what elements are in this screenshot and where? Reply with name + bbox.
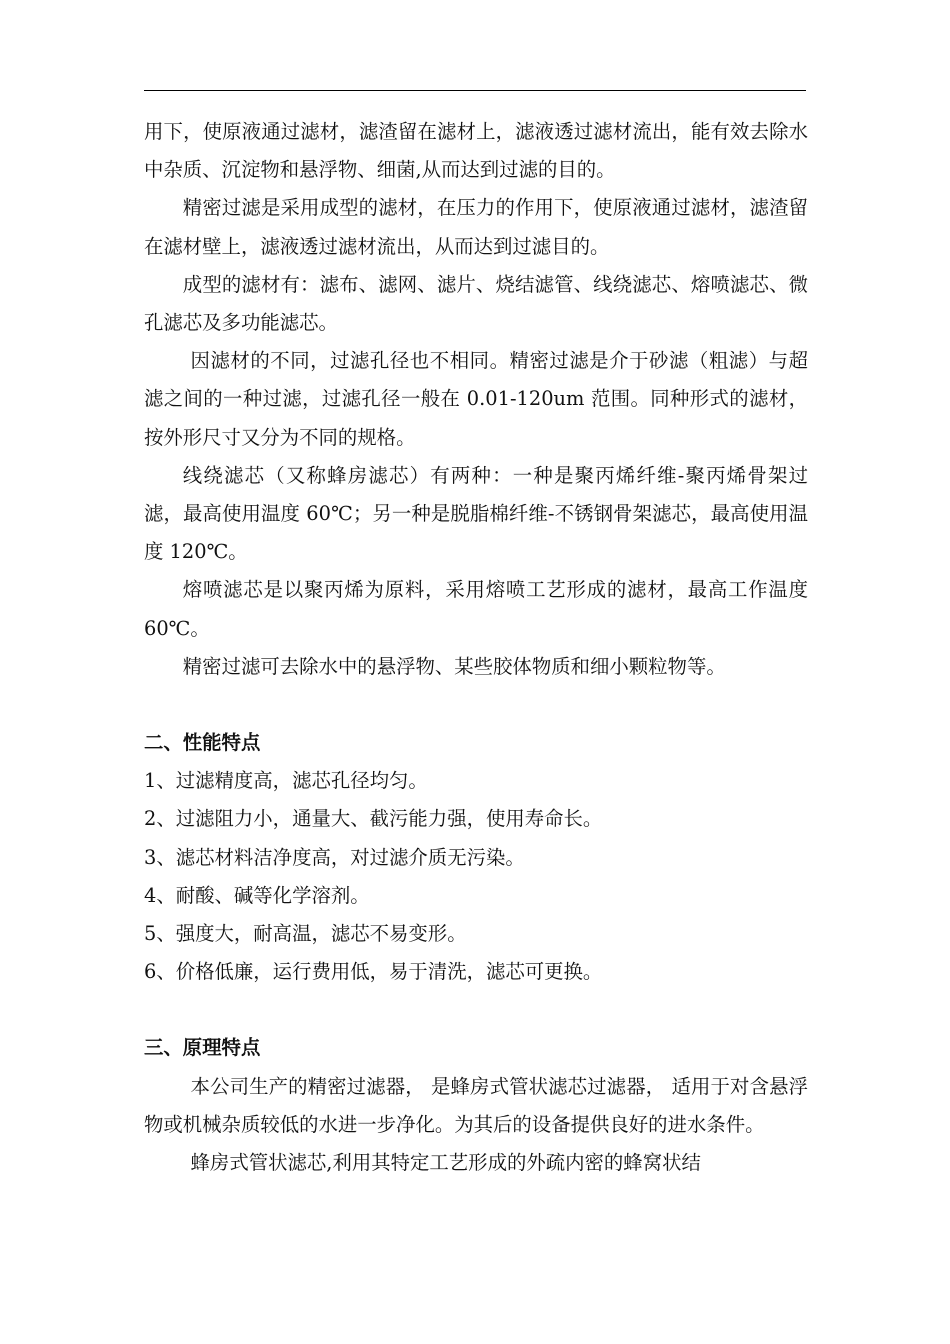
paragraph: 精密过滤可去除水中的悬浮物、某些胶体物质和细小颗粒物等。 <box>182 654 726 678</box>
paragraph: 成型的滤材有：滤布、滤网、滤片、烧结滤管、线绕滤芯、熔喷滤芯、微孔滤芯及多功能滤芯。 <box>144 272 808 335</box>
list-item: 4、耐酸、碱等化学溶剂。 <box>144 883 370 907</box>
paragraph: 线绕滤芯（又称蜂房滤芯）有两种：一种是聚丙烯纤维-聚丙烯骨架过滤，最高使用温度 60℃；另一种是脱脂棉纤维-不锈钢骨架滤芯，最高使用温度 120℃。 <box>144 463 808 564</box>
section-spacer <box>144 686 808 724</box>
section-heading-performance: 二、性能特点 <box>144 731 261 755</box>
paragraph: 因滤材的不同，过滤孔径也不相同。精密过滤是介于砂滤（粗滤）与超滤之间的一种过滤，过滤孔径一般在 0.01-120um 范围。同种形式的滤材，按外形尺寸又分为不同的规格。 <box>144 349 808 449</box>
list-item: 6、价格低廉，运行费用低，易于清洗，滤芯可更换。 <box>144 960 603 984</box>
section-heading-principle: 三、原理特点 <box>144 1036 261 1060</box>
document-body <box>144 113 808 1182</box>
section-spacer <box>144 991 808 1029</box>
list-item: 5、强度大，耐高温，滤芯不易变形。 <box>144 922 467 946</box>
paragraph: 精密过滤是采用成型的滤材，在压力的作用下，使原液通过滤材，滤渣留在滤材壁上，滤液透过滤材流出，从而达到过滤目的。 <box>144 196 808 258</box>
header-rule <box>144 90 806 91</box>
paragraph: 熔喷滤芯是以聚丙烯为原料，采用熔喷工艺形成的滤材，最高工作温度 60℃。 <box>144 578 808 640</box>
list-item: 3、滤芯材料洁净度高，对过滤介质无污染。 <box>144 845 525 869</box>
paragraph: 本公司生产的精密过滤器， 是蜂房式管状滤芯过滤器， 适用于对含悬浮物或机械杂质较低的水进一步净化。为其后的设备提供良好的进水条件。 <box>144 1074 808 1136</box>
paragraph: 蜂房式管状滤芯,利用其特定工艺形成的外疏内密的蜂窝状结 <box>190 1151 701 1175</box>
list-item: 1、过滤精度高，滤芯孔径均匀。 <box>144 769 428 793</box>
list-item: 2、过滤阻力小，通量大、截污能力强，使用寿命长。 <box>144 807 603 831</box>
paragraph: 用下，使原液通过滤材，滤渣留在滤材上，滤液透过滤材流出，能有效去除水中杂质、沉淀物和悬浮物、细菌,从而达到过滤的目的。 <box>144 120 808 182</box>
